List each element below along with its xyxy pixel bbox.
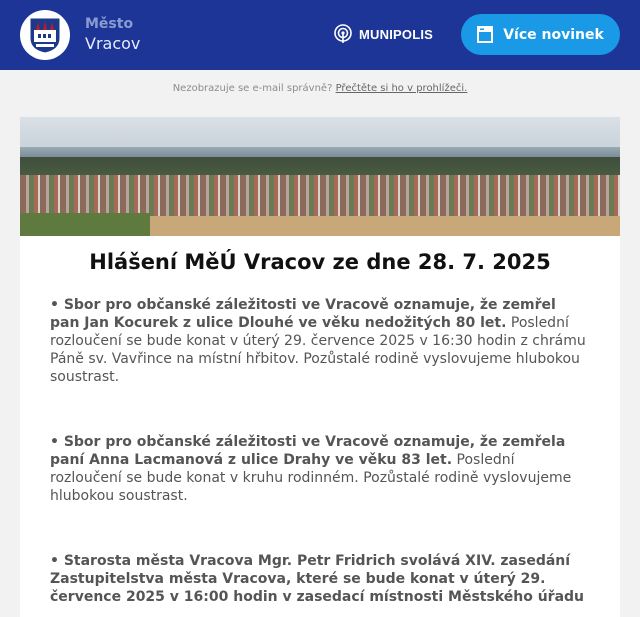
newspaper-icon	[477, 26, 493, 43]
brand-label: MUNIPOLIS	[359, 26, 434, 42]
email-header	[0, 0, 640, 70]
item-text: Poslední rozloučení se bude konat v úterý 29. července 2025 v 16:30 hodin z chrámu Páně sv. Vavřince na místní hřbitov. Pozůstalé rodině vyslovujeme hlubokou soustrast.	[50, 315, 586, 385]
announcement-item	[50, 552, 590, 606]
bullet: •	[50, 297, 64, 313]
munipolis-brand[interactable]	[333, 24, 433, 44]
bullet: •	[50, 553, 64, 569]
coat-of-arms-icon	[28, 16, 62, 54]
town-panorama-image	[20, 117, 620, 236]
town-name-block	[85, 15, 140, 55]
notice-text: Nezobrazuje se e-mail správně?	[172, 83, 333, 94]
item-text: Poslední rozloučení se bude konat v kruhu rodinném. Pozůstalé rodině vyslovujeme hlubokou soustrast.	[50, 452, 572, 504]
item-headline: Sbor pro občanské záležitosti ve Vracově oznamuje, že zemřel pan Jan Kocurek z ulice Dlouhé ve věku nedožitých 80 let.	[50, 297, 556, 331]
announcement-title: Hlášení MěÚ Vracov ze dne 28. 7. 2025	[89, 250, 551, 274]
coat-of-arms-logo[interactable]	[20, 10, 70, 60]
view-in-browser-notice	[0, 82, 640, 96]
bullet: •	[50, 434, 64, 450]
town-name: Vracov	[85, 34, 141, 53]
broadcast-icon	[333, 24, 353, 44]
item-headline: Starosta města Vracova Mgr. Petr Fridrich svolává XIV. zasedání Zastupitelstva města Vracova, které se bude konat v úterý 29. července 2025 v 16:00 hodin v zasedací místnosti Městského úřadu	[50, 553, 585, 605]
more-news-button[interactable]	[461, 14, 620, 55]
more-news-label: Více novinek	[503, 26, 604, 43]
announcement-card	[20, 117, 620, 617]
town-label: Město	[85, 16, 134, 32]
announcement-item	[50, 296, 590, 386]
item-headline: Sbor pro občanské záležitosti ve Vracově oznamuje, že zemřela paní Anna Lacmanová z ulice Drahy ve věku 83 let.	[50, 434, 566, 468]
announcement-item	[50, 433, 590, 505]
view-in-browser-link[interactable]: Přečtěte si ho v prohlížeči.	[335, 83, 468, 94]
